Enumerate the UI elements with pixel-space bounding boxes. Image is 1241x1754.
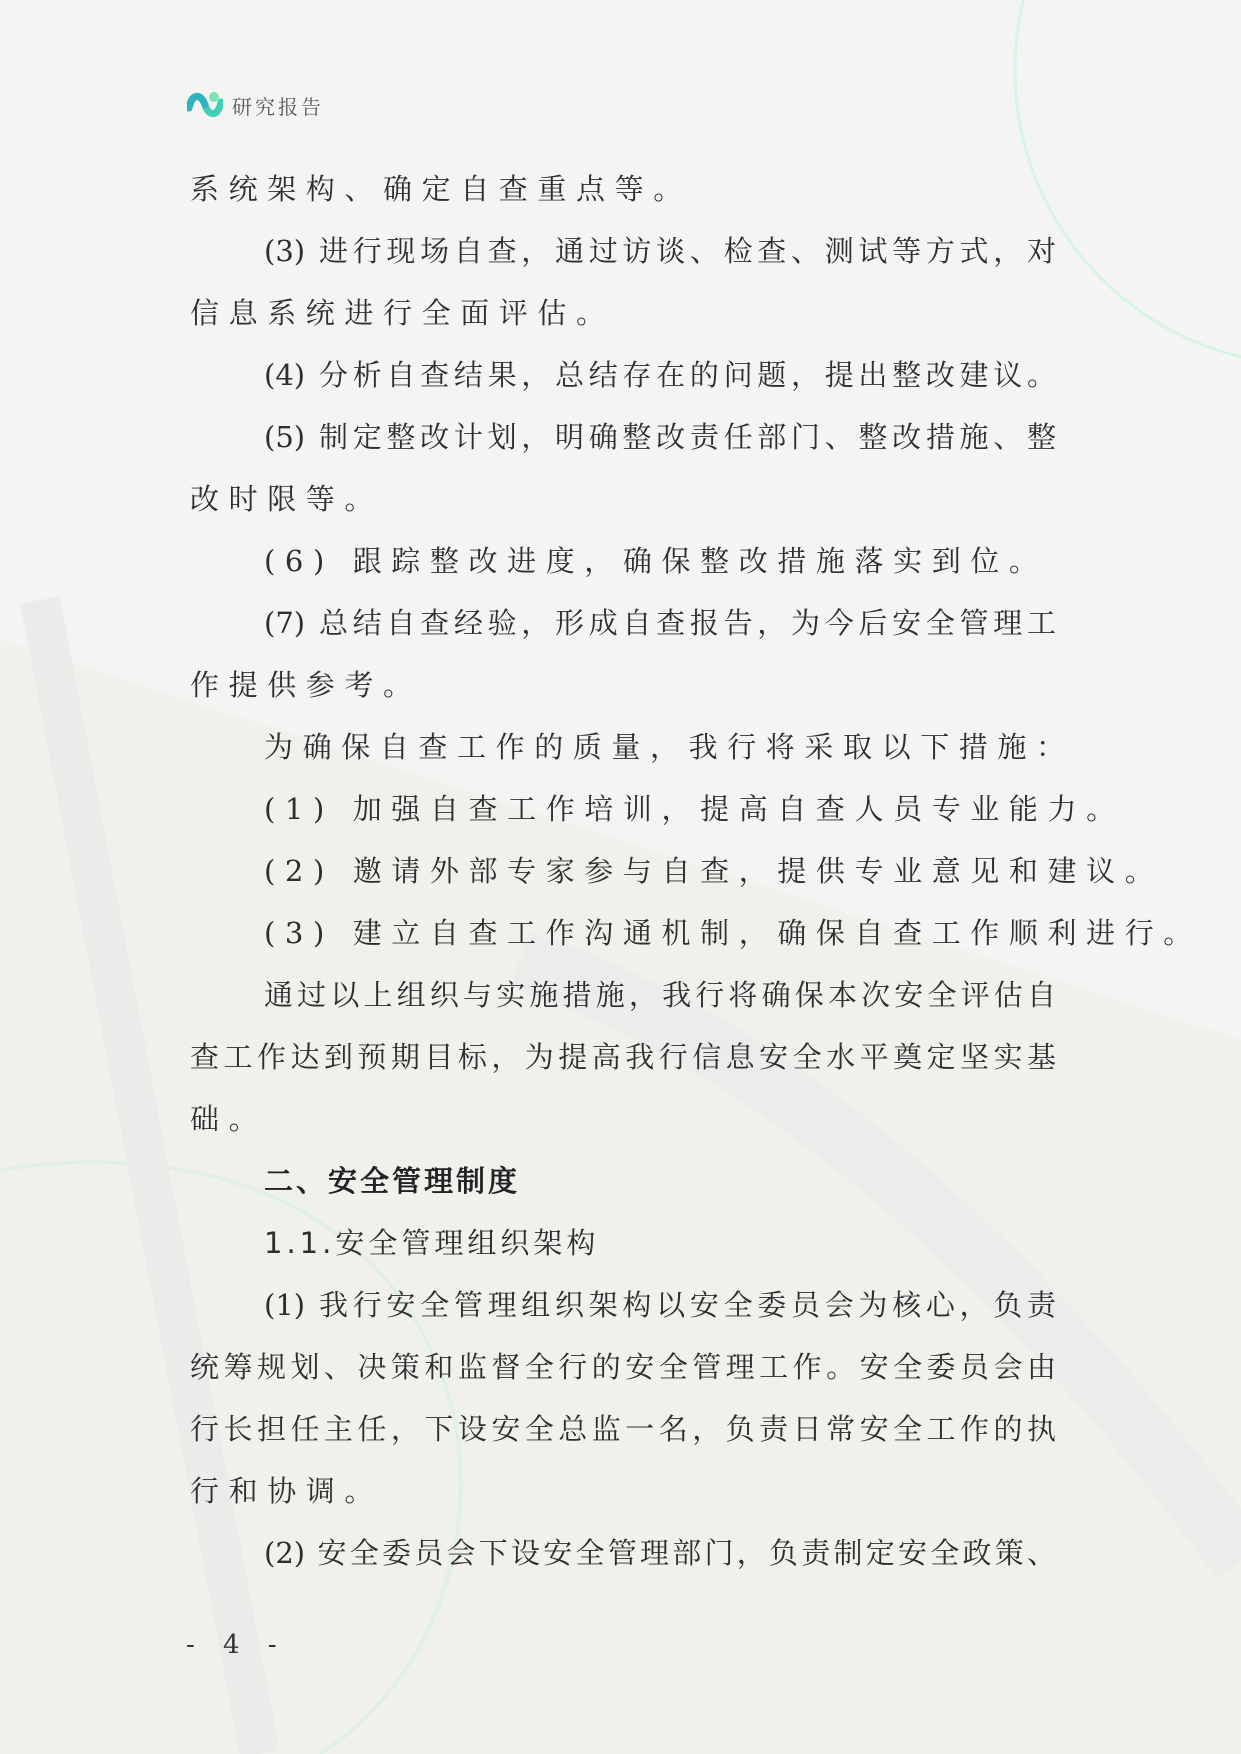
paragraph-line: (1) 加强自查工作培训，提高自查人员专业能力。 xyxy=(264,792,1125,826)
paragraph-line: 行长担任主任，下设安全总监一名，负责日常安全工作的执 xyxy=(190,1412,1056,1446)
paragraph-line: (4) 分析自查结果，总结存在的问题，提出整改建议。 xyxy=(264,358,1056,392)
paragraph-line: (3) 建立自查工作沟通机制，确保自查工作顺利进行。 xyxy=(264,916,1202,950)
research-report-logo-icon xyxy=(187,88,223,122)
paragraph-line: (2) 邀请外部专家参与自查，提供专业意见和建议。 xyxy=(264,854,1164,888)
paragraph-line: 行和协调。 xyxy=(190,1474,384,1508)
paragraph-line: 通过以上组织与实施措施，我行将确保本次安全评估自 xyxy=(264,978,1056,1012)
subsection-heading: 1.1.安全管理组织架构 xyxy=(264,1226,600,1260)
paragraph-line: (7) 总结自查经验，形成自查报告，为今后安全管理工 xyxy=(264,606,1056,640)
page-number: - 4 - xyxy=(186,1630,287,1660)
paragraph-line: (6) 跟踪整改进度，确保整改措施落实到位。 xyxy=(264,544,1048,578)
paragraph-line: (1) 我行安全管理组织架构以安全委员会为核心，负责 xyxy=(264,1288,1056,1322)
paragraph-line: 查工作达到预期目标，为提高我行信息安全水平奠定坚实基 xyxy=(190,1040,1056,1074)
paragraph-line: 为确保自查工作的质量，我行将采取以下措施： xyxy=(264,730,1075,764)
paragraph-line: 础。 xyxy=(190,1102,268,1136)
paragraph-line: 作提供参考。 xyxy=(190,668,422,702)
section-heading: 二、安全管理制度 xyxy=(264,1164,521,1198)
document-body xyxy=(190,158,1202,1584)
page-header xyxy=(187,87,324,123)
paragraph-line: 信息系统进行全面评估。 xyxy=(190,296,615,330)
header-title: 研究报告 xyxy=(232,94,324,119)
paragraph-line: 改时限等。 xyxy=(190,482,384,516)
paragraph-line: 统筹规划、决策和监督全行的安全管理工作。安全委员会由 xyxy=(190,1350,1056,1384)
paragraph-line: (2) 安全委员会下设安全管理部门，负责制定安全政策、 xyxy=(264,1536,1056,1570)
paragraph-line: (3) 进行现场自查，通过访谈、检查、测试等方式，对 xyxy=(264,234,1056,268)
paragraph-line: (5) 制定整改计划，明确整改责任部门、整改措施、整 xyxy=(264,420,1056,454)
paragraph-line: 系统架构、确定自查重点等。 xyxy=(190,172,692,206)
